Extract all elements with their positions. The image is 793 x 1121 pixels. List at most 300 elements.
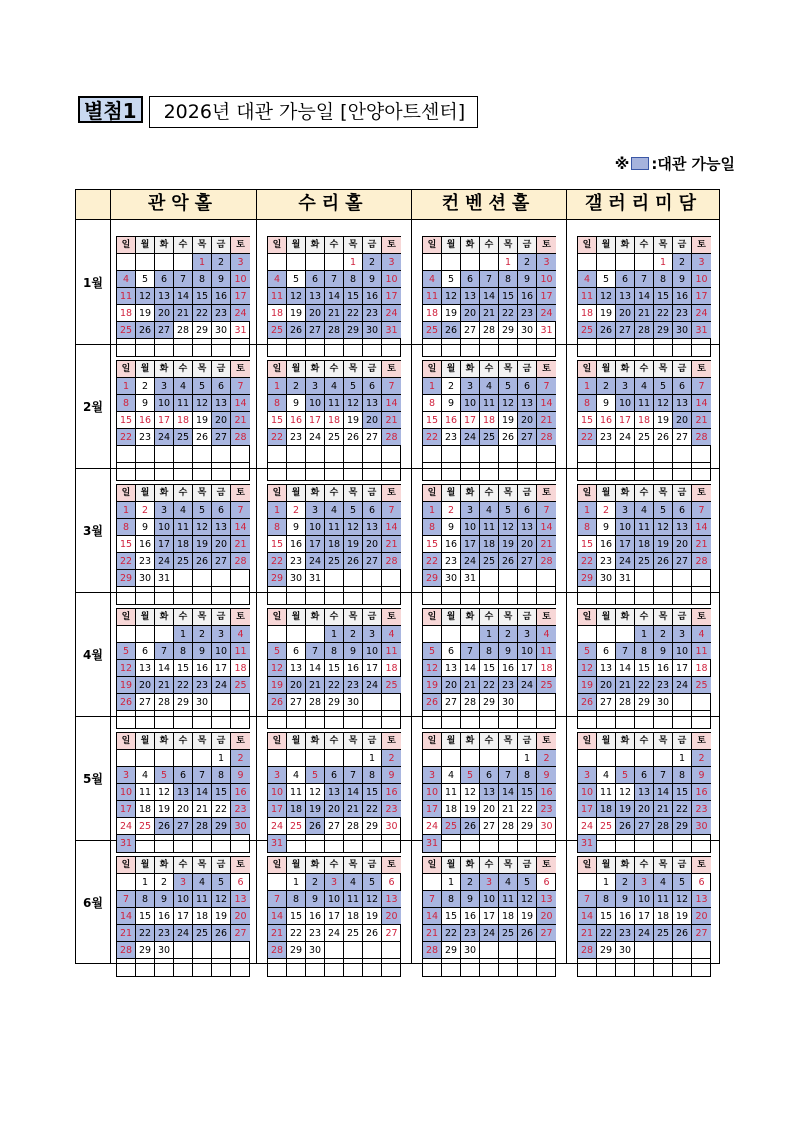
weekday-header: 일 bbox=[423, 857, 442, 874]
calendar-day: 4 bbox=[597, 767, 616, 784]
calendar-day: 12 bbox=[461, 784, 480, 801]
calendar-empty-cell bbox=[635, 942, 654, 959]
weekday-header: 토 bbox=[537, 485, 556, 502]
weekday-header: 수 bbox=[325, 733, 344, 750]
calendar-empty-cell bbox=[212, 587, 231, 604]
calendar-day: 20 bbox=[325, 801, 344, 818]
calendar-day: 19 bbox=[597, 305, 616, 322]
calendar-day: 20 bbox=[212, 412, 231, 429]
calendar-day: 9 bbox=[287, 395, 306, 412]
calendar-day: 5 bbox=[654, 502, 673, 519]
weekday-header: 화 bbox=[461, 361, 480, 378]
calendar-day: 25 bbox=[635, 429, 654, 446]
calendar-empty-cell bbox=[325, 587, 344, 604]
weekday-header: 목 bbox=[193, 857, 212, 874]
calendar-day: 6 bbox=[155, 271, 174, 288]
calendar-empty-cell bbox=[306, 711, 325, 728]
weekday-header: 목 bbox=[499, 857, 518, 874]
weekday-header: 목 bbox=[344, 857, 363, 874]
calendar-day: 1 bbox=[578, 502, 597, 519]
weekday-header: 일 bbox=[268, 361, 287, 378]
weekday-header: 수 bbox=[325, 361, 344, 378]
calendar-day: 22 bbox=[117, 553, 136, 570]
calendar-day: 26 bbox=[499, 429, 518, 446]
calendar-empty-cell bbox=[692, 587, 711, 604]
weekday-header: 목 bbox=[193, 361, 212, 378]
calendar-empty-cell bbox=[231, 339, 250, 356]
calendar-day: 7 bbox=[155, 643, 174, 660]
calendar-day: 7 bbox=[499, 767, 518, 784]
weekday-header: 수 bbox=[325, 609, 344, 626]
calendar-empty-cell bbox=[442, 835, 461, 852]
calendar-day: 29 bbox=[287, 942, 306, 959]
calendar-empty-cell bbox=[212, 694, 231, 711]
calendar-day: 3 bbox=[423, 767, 442, 784]
calendar-day: 29 bbox=[136, 942, 155, 959]
calendar-day: 4 bbox=[174, 502, 193, 519]
calendar-empty-cell bbox=[499, 711, 518, 728]
calendar-day: 8 bbox=[654, 271, 673, 288]
calendar-empty-cell bbox=[268, 711, 287, 728]
calendar-day: 5 bbox=[597, 271, 616, 288]
weekday-header: 목 bbox=[344, 609, 363, 626]
calendar-empty-cell bbox=[193, 835, 212, 852]
calendar-day: 30 bbox=[382, 818, 401, 835]
calendar-day: 10 bbox=[635, 891, 654, 908]
calendar-day: 28 bbox=[382, 429, 401, 446]
calendar-empty-cell bbox=[174, 570, 193, 587]
calendar-day: 1 bbox=[268, 502, 287, 519]
calendar-day: 28 bbox=[231, 553, 250, 570]
weekday-header: 월 bbox=[287, 609, 306, 626]
calendar-empty-cell bbox=[673, 959, 692, 976]
calendar-empty-cell bbox=[363, 959, 382, 976]
calendar-day: 20 bbox=[136, 677, 155, 694]
calendar-day: 29 bbox=[423, 570, 442, 587]
calendar-empty-cell bbox=[635, 570, 654, 587]
calendar-day: 1 bbox=[578, 378, 597, 395]
weekday-header: 목 bbox=[193, 733, 212, 750]
weekday-header: 금 bbox=[518, 361, 537, 378]
calendar-day: 12 bbox=[287, 288, 306, 305]
weekday-header: 수 bbox=[174, 361, 193, 378]
calendar-empty-cell bbox=[499, 587, 518, 604]
calendar-day: 7 bbox=[231, 378, 250, 395]
calendar-empty-cell bbox=[344, 570, 363, 587]
weekday-header: 금 bbox=[673, 237, 692, 254]
calendar-day: 2 bbox=[597, 378, 616, 395]
calendar-day: 12 bbox=[616, 784, 635, 801]
calendar-day: 27 bbox=[442, 694, 461, 711]
calendar-day: 30 bbox=[692, 818, 711, 835]
page-title: 2026년 대관 가능일 [안양아트센터] bbox=[149, 96, 479, 128]
calendar-day: 10 bbox=[692, 271, 711, 288]
calendar-day: 15 bbox=[597, 908, 616, 925]
calendar-day: 15 bbox=[136, 908, 155, 925]
calendar-empty-cell bbox=[363, 711, 382, 728]
weekday-header: 일 bbox=[423, 609, 442, 626]
calendar-day: 5 bbox=[287, 271, 306, 288]
calendar-day: 8 bbox=[597, 891, 616, 908]
calendar-empty-cell bbox=[537, 835, 556, 852]
calendar-empty-cell bbox=[442, 254, 461, 271]
calendar-empty-cell bbox=[325, 942, 344, 959]
calendar-empty-cell bbox=[306, 446, 325, 463]
calendar-day: 19 bbox=[212, 908, 231, 925]
calendar-empty-cell bbox=[136, 339, 155, 356]
calendar-day: 10 bbox=[231, 271, 250, 288]
calendar-day: 10 bbox=[461, 519, 480, 536]
calendar-day: 31 bbox=[306, 570, 325, 587]
calendar-day: 28 bbox=[461, 694, 480, 711]
calendar-day: 7 bbox=[344, 767, 363, 784]
calendar-day: 7 bbox=[461, 643, 480, 660]
calendar-day: 5 bbox=[442, 271, 461, 288]
calendar-empty-cell bbox=[363, 463, 382, 480]
calendar-day: 29 bbox=[117, 570, 136, 587]
calendar-day: 26 bbox=[193, 429, 212, 446]
calendar-empty-cell bbox=[654, 570, 673, 587]
weekday-header: 목 bbox=[193, 609, 212, 626]
calendar-day: 7 bbox=[537, 502, 556, 519]
calendar-day: 2 bbox=[363, 254, 382, 271]
calendar-empty-cell bbox=[423, 874, 442, 891]
calendar-day: 18 bbox=[193, 908, 212, 925]
calendar-day: 10 bbox=[537, 271, 556, 288]
calendar-empty-cell bbox=[231, 711, 250, 728]
calendar-day: 27 bbox=[673, 553, 692, 570]
weekday-header: 월 bbox=[442, 609, 461, 626]
calendar-day: 30 bbox=[597, 570, 616, 587]
calendar-empty-cell bbox=[654, 750, 673, 767]
calendar-day: 18 bbox=[442, 801, 461, 818]
calendar-day: 30 bbox=[673, 322, 692, 339]
calendar-empty-cell bbox=[654, 711, 673, 728]
calendar-empty-cell bbox=[287, 750, 306, 767]
calendar-empty-cell bbox=[136, 587, 155, 604]
calendar-day: 28 bbox=[117, 942, 136, 959]
calendar-day: 29 bbox=[193, 322, 212, 339]
calendar-day: 25 bbox=[174, 429, 193, 446]
calendar-day: 3 bbox=[480, 874, 499, 891]
calendar-day: 16 bbox=[193, 660, 212, 677]
mini-calendar bbox=[577, 484, 711, 605]
calendar-day: 18 bbox=[136, 801, 155, 818]
calendar-empty-cell bbox=[231, 587, 250, 604]
mini-calendar bbox=[116, 360, 250, 481]
calendar-day: 29 bbox=[518, 818, 537, 835]
grid-divider-vertical bbox=[411, 190, 412, 963]
calendar-day: 5 bbox=[518, 874, 537, 891]
calendar-day: 9 bbox=[155, 891, 174, 908]
calendar-empty-cell bbox=[537, 339, 556, 356]
calendar-day: 14 bbox=[382, 519, 401, 536]
calendar-day: 8 bbox=[117, 519, 136, 536]
weekday-header: 월 bbox=[442, 857, 461, 874]
calendar-day: 2 bbox=[499, 626, 518, 643]
calendar-day: 12 bbox=[673, 891, 692, 908]
calendar-empty-cell bbox=[306, 835, 325, 852]
calendar-day: 18 bbox=[499, 908, 518, 925]
calendar-day: 21 bbox=[231, 536, 250, 553]
calendar-empty-cell bbox=[363, 835, 382, 852]
calendar-day: 8 bbox=[174, 643, 193, 660]
calendar-day: 4 bbox=[442, 767, 461, 784]
calendar-day: 24 bbox=[117, 818, 136, 835]
calendar-day: 10 bbox=[616, 395, 635, 412]
calendar-day: 29 bbox=[635, 694, 654, 711]
calendar-empty-cell bbox=[117, 339, 136, 356]
calendar-day: 15 bbox=[193, 288, 212, 305]
calendar-day: 9 bbox=[597, 519, 616, 536]
mini-calendar bbox=[422, 236, 556, 357]
calendar-day: 1 bbox=[597, 874, 616, 891]
calendar-day: 4 bbox=[635, 502, 654, 519]
title-row bbox=[78, 96, 478, 130]
calendar-day: 17 bbox=[461, 412, 480, 429]
calendar-day: 25 bbox=[635, 553, 654, 570]
calendar-day: 11 bbox=[382, 643, 401, 660]
calendar-day: 20 bbox=[597, 677, 616, 694]
calendar-day: 17 bbox=[537, 288, 556, 305]
weekday-header: 월 bbox=[136, 733, 155, 750]
calendar-day: 2 bbox=[537, 750, 556, 767]
calendar-day: 14 bbox=[692, 395, 711, 412]
calendar-day: 11 bbox=[174, 395, 193, 412]
calendar-day: 3 bbox=[155, 502, 174, 519]
calendar-day: 21 bbox=[499, 801, 518, 818]
calendar-day: 27 bbox=[212, 429, 231, 446]
calendar-day: 19 bbox=[193, 536, 212, 553]
calendar-day: 20 bbox=[231, 908, 250, 925]
calendar-day: 9 bbox=[136, 395, 155, 412]
calendar-day: 21 bbox=[155, 677, 174, 694]
calendar-day: 28 bbox=[306, 694, 325, 711]
calendar-empty-cell bbox=[442, 711, 461, 728]
calendar-day: 25 bbox=[654, 925, 673, 942]
calendar-day: 18 bbox=[174, 536, 193, 553]
mini-calendar bbox=[422, 856, 556, 977]
calendar-empty-cell bbox=[578, 446, 597, 463]
calendar-day: 12 bbox=[578, 660, 597, 677]
calendar-day: 31 bbox=[268, 835, 287, 852]
calendar-empty-cell bbox=[597, 711, 616, 728]
calendar-day: 6 bbox=[635, 767, 654, 784]
calendar-empty-cell bbox=[155, 254, 174, 271]
calendar-day: 17 bbox=[212, 660, 231, 677]
calendar-day: 14 bbox=[616, 660, 635, 677]
calendar-day: 6 bbox=[363, 502, 382, 519]
calendar-day: 7 bbox=[231, 502, 250, 519]
calendar-day: 8 bbox=[212, 767, 231, 784]
calendar-day: 8 bbox=[578, 395, 597, 412]
calendar-empty-cell bbox=[480, 942, 499, 959]
calendar-day: 30 bbox=[654, 694, 673, 711]
mini-calendar bbox=[577, 360, 711, 481]
calendar-day: 26 bbox=[117, 694, 136, 711]
calendar-day: 26 bbox=[136, 322, 155, 339]
calendar-empty-cell bbox=[518, 587, 537, 604]
calendar-day: 27 bbox=[174, 818, 193, 835]
calendar-empty-cell bbox=[423, 446, 442, 463]
calendar-day: 20 bbox=[287, 677, 306, 694]
calendar-day: 15 bbox=[423, 412, 442, 429]
calendar-empty-cell bbox=[117, 750, 136, 767]
weekday-header: 수 bbox=[480, 857, 499, 874]
calendar-day: 15 bbox=[518, 784, 537, 801]
calendar-day: 10 bbox=[155, 519, 174, 536]
calendar-empty-cell bbox=[597, 587, 616, 604]
weekday-header: 금 bbox=[518, 857, 537, 874]
calendar-day: 22 bbox=[174, 677, 193, 694]
calendar-day: 19 bbox=[673, 908, 692, 925]
calendar-day: 13 bbox=[673, 519, 692, 536]
calendar-day: 14 bbox=[117, 908, 136, 925]
calendar-day: 26 bbox=[212, 925, 231, 942]
calendar-day: 28 bbox=[616, 694, 635, 711]
calendar-day: 5 bbox=[499, 378, 518, 395]
calendar-day: 31 bbox=[117, 835, 136, 852]
calendar-empty-cell bbox=[616, 750, 635, 767]
weekday-header: 월 bbox=[287, 237, 306, 254]
calendar-empty-cell bbox=[306, 587, 325, 604]
calendar-day: 9 bbox=[231, 767, 250, 784]
calendar-empty-cell bbox=[363, 694, 382, 711]
calendar-day: 12 bbox=[306, 784, 325, 801]
calendar-day: 6 bbox=[174, 767, 193, 784]
calendar-day: 19 bbox=[268, 677, 287, 694]
calendar-day: 8 bbox=[344, 271, 363, 288]
calendar-day: 13 bbox=[136, 660, 155, 677]
calendar-day: 27 bbox=[325, 818, 344, 835]
mini-calendar bbox=[116, 856, 250, 977]
calendar-day: 15 bbox=[578, 536, 597, 553]
calendar-day: 1 bbox=[136, 874, 155, 891]
calendar-day: 5 bbox=[306, 767, 325, 784]
calendar-day: 26 bbox=[578, 694, 597, 711]
mini-calendar bbox=[577, 732, 711, 853]
calendar-day: 10 bbox=[363, 643, 382, 660]
calendar-empty-cell bbox=[499, 463, 518, 480]
calendar-empty-cell bbox=[174, 254, 193, 271]
calendar-empty-cell bbox=[673, 711, 692, 728]
calendar-day: 23 bbox=[155, 925, 174, 942]
calendar-day: 30 bbox=[442, 570, 461, 587]
weekday-header: 토 bbox=[692, 361, 711, 378]
calendar-day: 14 bbox=[174, 288, 193, 305]
calendar-day: 4 bbox=[117, 271, 136, 288]
calendar-day: 3 bbox=[673, 626, 692, 643]
calendar-day: 12 bbox=[423, 660, 442, 677]
month-label: 2월 bbox=[83, 400, 103, 414]
calendar-empty-cell bbox=[382, 446, 401, 463]
calendar-day: 9 bbox=[673, 271, 692, 288]
calendar-empty-cell bbox=[117, 874, 136, 891]
calendar-day: 27 bbox=[363, 553, 382, 570]
calendar-day: 15 bbox=[635, 660, 654, 677]
calendar-empty-cell bbox=[518, 694, 537, 711]
calendar-empty-cell bbox=[231, 570, 250, 587]
calendar-day: 8 bbox=[423, 395, 442, 412]
calendar-day: 28 bbox=[499, 818, 518, 835]
calendar-day: 17 bbox=[174, 908, 193, 925]
calendar-day: 13 bbox=[287, 660, 306, 677]
calendar-day: 26 bbox=[363, 925, 382, 942]
calendar-day: 19 bbox=[616, 801, 635, 818]
calendar-empty-cell bbox=[136, 750, 155, 767]
calendar-day: 24 bbox=[155, 553, 174, 570]
calendar-day: 13 bbox=[174, 784, 193, 801]
calendar-day: 16 bbox=[382, 784, 401, 801]
calendar-empty-cell bbox=[597, 626, 616, 643]
mini-calendar bbox=[267, 856, 401, 977]
attachment-badge: 별첨1 bbox=[78, 96, 143, 123]
calendar-empty-cell bbox=[193, 711, 212, 728]
calendar-empty-cell bbox=[174, 446, 193, 463]
calendar-day: 22 bbox=[480, 677, 499, 694]
calendar-day: 17 bbox=[461, 536, 480, 553]
calendar-empty-cell bbox=[692, 959, 711, 976]
calendar-day: 22 bbox=[363, 801, 382, 818]
weekday-header: 월 bbox=[597, 361, 616, 378]
calendar-day: 30 bbox=[136, 570, 155, 587]
calendar-empty-cell bbox=[518, 463, 537, 480]
calendar-day: 16 bbox=[136, 412, 155, 429]
calendar-day: 26 bbox=[654, 429, 673, 446]
calendar-day: 16 bbox=[155, 908, 174, 925]
calendar-day: 25 bbox=[537, 677, 556, 694]
calendar-day: 10 bbox=[461, 395, 480, 412]
calendar-day: 14 bbox=[537, 395, 556, 412]
weekday-header: 토 bbox=[231, 733, 250, 750]
calendar-day: 11 bbox=[597, 784, 616, 801]
calendar-empty-cell bbox=[442, 750, 461, 767]
calendar-day: 17 bbox=[231, 288, 250, 305]
calendar-empty-cell bbox=[423, 463, 442, 480]
calendar-day: 23 bbox=[306, 925, 325, 942]
calendar-day: 11 bbox=[193, 891, 212, 908]
calendar-empty-cell bbox=[344, 446, 363, 463]
calendar-day: 24 bbox=[155, 429, 174, 446]
calendar-empty-cell bbox=[382, 339, 401, 356]
calendar-day: 2 bbox=[597, 502, 616, 519]
calendar-empty-cell bbox=[597, 339, 616, 356]
weekday-header: 토 bbox=[537, 609, 556, 626]
calendar-day: 5 bbox=[117, 643, 136, 660]
calendar-empty-cell bbox=[382, 835, 401, 852]
calendar-day: 25 bbox=[597, 818, 616, 835]
calendar-day: 24 bbox=[616, 429, 635, 446]
calendar-day: 28 bbox=[692, 429, 711, 446]
calendar-day: 11 bbox=[325, 519, 344, 536]
calendar-day: 27 bbox=[155, 322, 174, 339]
calendar-day: 14 bbox=[231, 395, 250, 412]
calendar-empty-cell bbox=[480, 570, 499, 587]
calendar-day: 17 bbox=[518, 660, 537, 677]
calendar-day: 8 bbox=[193, 271, 212, 288]
weekday-header: 일 bbox=[268, 733, 287, 750]
calendar-day: 26 bbox=[518, 925, 537, 942]
mini-calendar bbox=[267, 236, 401, 357]
calendar-empty-cell bbox=[117, 587, 136, 604]
weekday-header: 수 bbox=[480, 485, 499, 502]
calendar-day: 13 bbox=[537, 891, 556, 908]
weekday-header: 목 bbox=[654, 361, 673, 378]
calendar-day: 8 bbox=[117, 395, 136, 412]
calendar-day: 27 bbox=[287, 694, 306, 711]
calendar-empty-cell bbox=[306, 959, 325, 976]
calendar-day: 3 bbox=[616, 502, 635, 519]
